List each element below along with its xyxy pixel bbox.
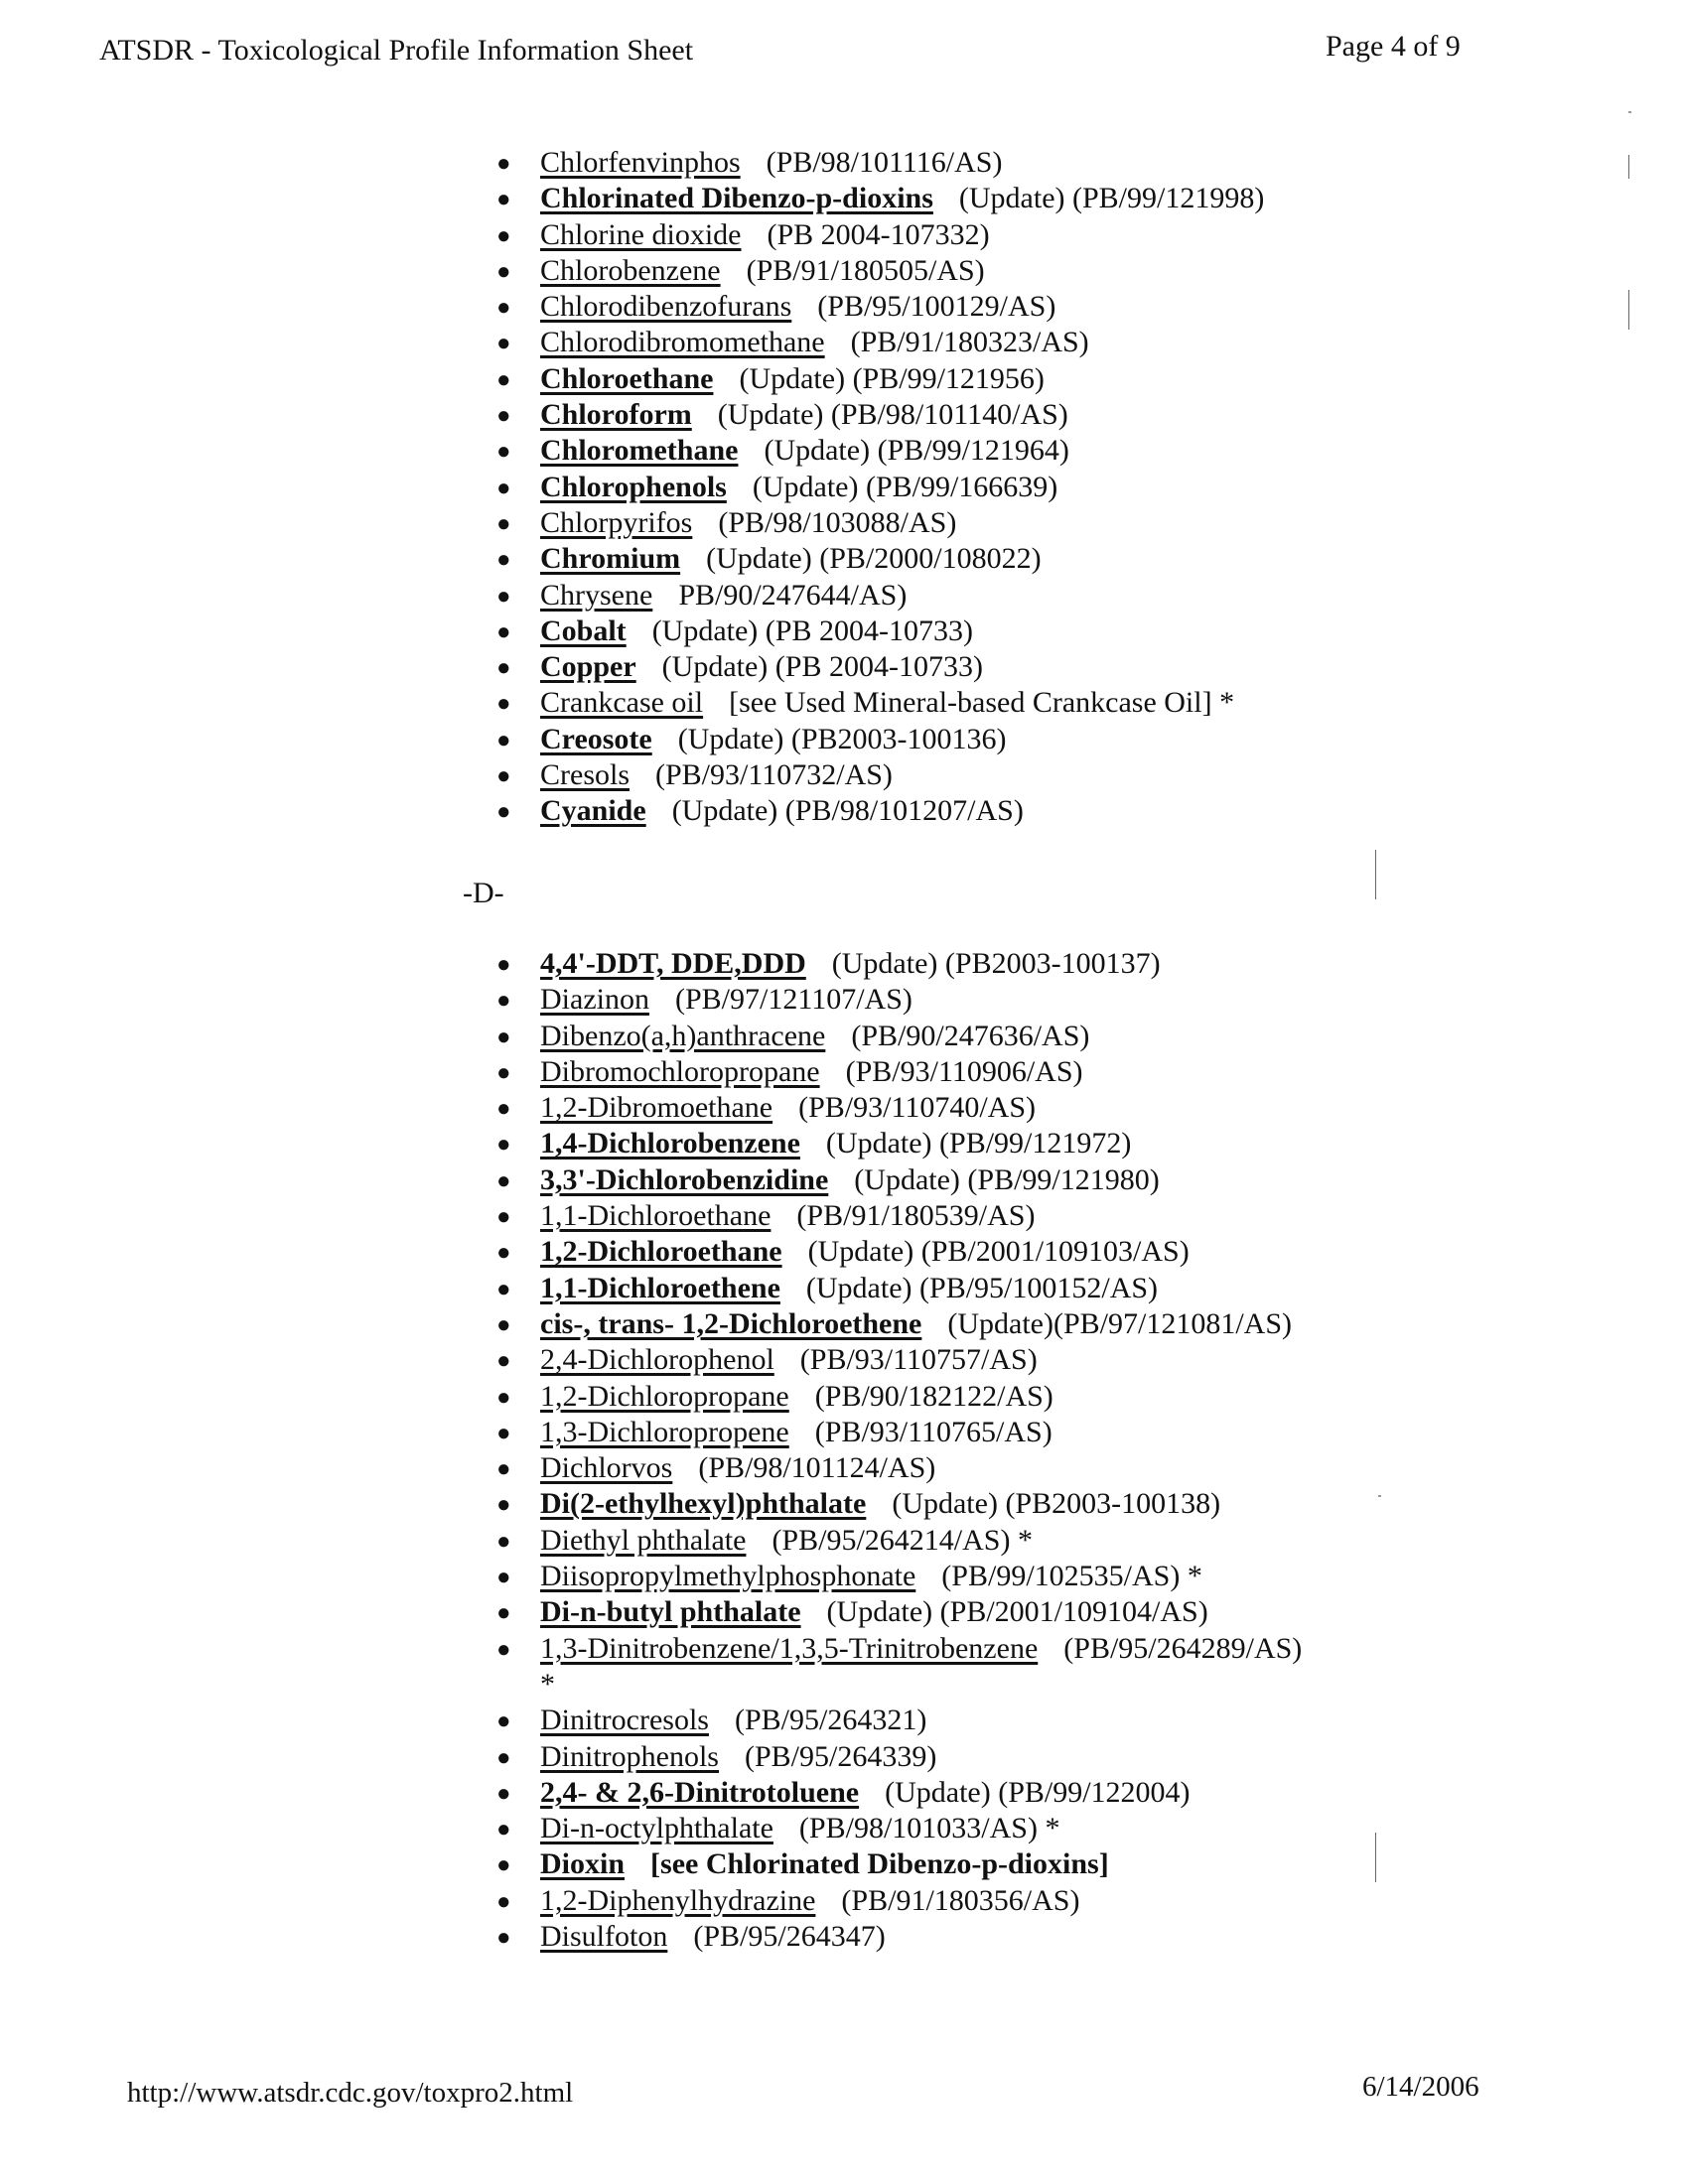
substance-link[interactable]: Chlorfenvinphos: [540, 146, 741, 179]
bullet-icon: ●: [496, 1925, 511, 1952]
bullet-icon: ●: [496, 258, 511, 285]
substance-link[interactable]: Diethyl phthalate: [540, 1523, 747, 1557]
list-item: [496, 361, 1264, 397]
substance-link[interactable]: 3,3'-Dichlorobenzidine: [540, 1162, 829, 1196]
substance-link[interactable]: Copper: [540, 650, 636, 684]
report-number: (PB/97/121107/AS): [674, 983, 912, 1017]
bullet-icon: ●: [496, 799, 511, 826]
substance-link[interactable]: 2,4-Dichlorophenol: [540, 1343, 774, 1377]
report-number: (PB/98/103088/AS): [718, 505, 957, 539]
report-number: (PB/93/110732/AS): [655, 758, 893, 792]
list-item: [496, 1019, 1302, 1054]
list-item: [496, 1054, 1302, 1090]
list-item: [496, 1594, 1302, 1630]
substance-link[interactable]: Dibenzo(a,h)anthracene: [540, 1019, 826, 1052]
list-item: [496, 1919, 1302, 1955]
bullet-icon: ●: [496, 691, 511, 718]
list-item: [496, 1126, 1302, 1161]
bullet-icon: ●: [496, 222, 511, 249]
report-number: (PB/95/264289/AS): [1063, 1631, 1303, 1665]
bullet-icon: ●: [496, 655, 511, 682]
list-item: [496, 1631, 1302, 1667]
section-heading-d: -D-: [463, 877, 504, 909]
bullet-icon: ●: [496, 1204, 511, 1231]
report-number: (Update) (PB/99/121964): [764, 434, 1069, 468]
bullet-icon: ●: [496, 475, 511, 501]
scan-artifact: [1375, 850, 1376, 899]
bullet-icon: ●: [496, 1240, 511, 1267]
list-item: [496, 1703, 1302, 1738]
list-item: [496, 1775, 1302, 1811]
substance-list-c: [496, 145, 1264, 830]
report-number: (Update) (PB/99/121956): [739, 361, 1045, 395]
list-item: [496, 253, 1264, 289]
bullet-icon: ●: [496, 1565, 511, 1591]
bullet-icon: ●: [496, 1492, 511, 1519]
bullet-icon: ●: [496, 1096, 511, 1123]
scan-artifact: [1628, 111, 1631, 113]
page-title: ATSDR - Toxicological Profile Information Sheet: [99, 34, 694, 67]
bullet-icon: ●: [496, 366, 511, 393]
list-item: [496, 649, 1264, 685]
substance-link[interactable]: cis-, trans- 1,2-Dichloroethene: [540, 1306, 922, 1340]
list-item: [496, 1559, 1302, 1594]
substance-link[interactable]: Diazinon: [540, 983, 649, 1017]
list-item: [496, 1198, 1302, 1234]
report-number: (Update) (PB/98/101207/AS): [671, 794, 1024, 828]
report-number: (PB/95/264214/AS) *: [772, 1523, 1033, 1557]
report-number: (Update) (PB2003-100136): [677, 722, 1007, 755]
scan-artifact: [1628, 290, 1629, 330]
list-item: [496, 181, 1264, 216]
scan-artifact: [1628, 155, 1629, 179]
report-number: (Update) (PB2003-100137): [831, 947, 1161, 980]
substance-link[interactable]: 1,2-Dichloropropane: [540, 1379, 789, 1413]
substance-link[interactable]: Di-n-octylphthalate: [540, 1812, 773, 1845]
report-number: (Update) (PB/99/121998): [958, 182, 1265, 215]
bullet-icon: ●: [496, 1636, 511, 1663]
list-item: [496, 145, 1264, 181]
list-item: [496, 578, 1264, 614]
list-item: [496, 397, 1264, 433]
report-number: (PB/93/110906/AS): [845, 1054, 1083, 1088]
substance-link[interactable]: Dichlorvos: [540, 1451, 673, 1485]
bullet-icon: ●: [496, 1420, 511, 1446]
report-number: (Update) (PB/95/100152/AS): [805, 1271, 1159, 1304]
bullet-icon: ●: [496, 1817, 511, 1843]
list-item: [496, 614, 1264, 649]
substance-link[interactable]: Chromium: [540, 542, 681, 576]
substance-link[interactable]: Di-n-butyl phthalate: [540, 1595, 801, 1629]
report-number: (PB/90/247636/AS): [851, 1019, 1090, 1052]
list-item: [496, 289, 1264, 325]
list-item: [496, 982, 1302, 1018]
substance-link[interactable]: Chrysene: [540, 578, 653, 612]
bullet-icon: ●: [496, 583, 511, 610]
report-number: [see Used Mineral-based Crankcase Oil] *: [729, 686, 1235, 720]
report-number: (Update) (PB 2004-10733): [651, 614, 973, 647]
report-number: PB/90/247644/AS): [678, 578, 908, 612]
bullet-icon: ●: [496, 439, 511, 466]
report-number: (PB/98/101124/AS): [698, 1451, 936, 1485]
substance-link[interactable]: Chlorodibenzofurans: [540, 290, 792, 324]
list-item: [496, 325, 1264, 360]
substance-link[interactable]: 1,1-Dichloroethene: [540, 1271, 780, 1304]
list-item: [496, 1846, 1302, 1882]
list-item: [496, 946, 1302, 982]
report-number: (PB 2004-107332): [767, 217, 990, 251]
substance-link[interactable]: Crankcase oil: [540, 686, 704, 720]
list-item: [496, 793, 1264, 829]
list-item: [496, 541, 1264, 577]
scan-artifact: [1375, 1833, 1376, 1882]
bullet-icon: ●: [496, 1744, 511, 1771]
substance-link[interactable]: Cobalt: [540, 614, 627, 647]
bullet-icon: ●: [496, 727, 511, 753]
report-number: (PB/95/264347): [693, 1920, 886, 1954]
list-item: [496, 1883, 1302, 1919]
bullet-icon: ●: [496, 403, 511, 430]
list-item: [496, 1342, 1302, 1378]
bullet-icon: ●: [496, 1311, 511, 1338]
list-item: [496, 1486, 1302, 1522]
bullet-icon: ●: [496, 151, 511, 177]
list-item: [496, 1090, 1302, 1126]
substance-link[interactable]: Chloroethane: [540, 361, 714, 395]
substance-link[interactable]: Dioxin: [540, 1847, 626, 1881]
bullet-icon: ●: [496, 295, 511, 322]
bullet-icon: ●: [496, 1024, 511, 1050]
report-number: (Update) (PB/99/121972): [825, 1127, 1132, 1160]
bullet-icon: ●: [496, 331, 511, 357]
bullet-icon: ●: [496, 510, 511, 537]
bullet-icon: ●: [496, 1167, 511, 1194]
list-item: [496, 685, 1264, 721]
substance-link[interactable]: Diisopropylmethylphosphonate: [540, 1560, 916, 1593]
list-item: [496, 1271, 1302, 1306]
bullet-icon: ●: [496, 1780, 511, 1807]
bullet-icon: ●: [496, 1852, 511, 1879]
substance-link[interactable]: Chloromethane: [540, 434, 739, 468]
report-number: (PB/98/101033/AS) *: [798, 1812, 1060, 1845]
substance-link[interactable]: Dinitrophenols: [540, 1739, 719, 1773]
bullet-icon: ●: [496, 1528, 511, 1555]
report-number: (Update) (PB/99/166639): [752, 470, 1058, 503]
report-number: (PB/95/264321): [734, 1704, 927, 1737]
substance-link[interactable]: Dinitrocresols: [540, 1704, 709, 1737]
bullet-icon: ●: [496, 547, 511, 574]
report-number: (PB/90/182122/AS): [814, 1379, 1053, 1413]
report-number: (PB/91/180505/AS): [746, 253, 985, 287]
bullet-icon: ●: [496, 1384, 511, 1411]
list-item: [496, 433, 1264, 469]
report-number: (Update) (PB2003-100138): [892, 1487, 1221, 1521]
report-number: (Update) (PB/98/101140/AS): [717, 398, 1068, 432]
scan-artifact: [1378, 1495, 1381, 1497]
substance-link[interactable]: 1,3-Dichloropropene: [540, 1415, 789, 1448]
substance-link[interactable]: Cresols: [540, 758, 630, 792]
report-number: (PB/93/110740/AS): [798, 1091, 1037, 1125]
list-item: [496, 1811, 1302, 1846]
page-number: Page 4 of 9: [1326, 30, 1461, 63]
list-item: [496, 1415, 1302, 1450]
report-number: (PB/93/110765/AS): [814, 1415, 1052, 1448]
substance-link[interactable]: 1,4-Dichlorobenzene: [540, 1127, 800, 1160]
list-item: [496, 470, 1264, 505]
report-number: (PB/95/264339): [745, 1739, 937, 1773]
report-number: (PB/98/101116/AS): [766, 146, 1003, 179]
list-item: [496, 1450, 1302, 1486]
bullet-icon: ●: [496, 1132, 511, 1159]
list-item: [496, 505, 1264, 541]
bullet-icon: ●: [496, 187, 511, 213]
report-number: (Update)(PB/97/121081/AS): [947, 1306, 1293, 1340]
report-number: (Update) (PB/99/122004): [885, 1775, 1191, 1809]
list-item: [496, 1379, 1302, 1415]
substance-link[interactable]: Chlorobenzene: [540, 253, 721, 287]
report-number: (PB/99/102535/AS) *: [941, 1560, 1202, 1593]
bullet-icon: ●: [496, 618, 511, 645]
bullet-icon: ●: [496, 1888, 511, 1915]
list-item: [496, 1739, 1302, 1775]
bullet-icon: ●: [496, 952, 511, 978]
substance-link[interactable]: Chlorinated Dibenzo-p-dioxins: [540, 182, 933, 215]
report-number: (PB/91/180356/AS): [841, 1883, 1080, 1917]
bullet-icon: ●: [496, 988, 511, 1015]
substance-link[interactable]: Chlorpyrifos: [540, 505, 693, 539]
bullet-icon: ●: [496, 1708, 511, 1735]
bullet-icon: ●: [496, 1348, 511, 1375]
substance-link[interactable]: Creosote: [540, 722, 652, 755]
substance-link[interactable]: Dibromochloropropane: [540, 1054, 820, 1088]
list-item: [496, 1306, 1302, 1342]
report-number: (Update) (PB/2001/109104/AS): [826, 1595, 1208, 1629]
substance-link[interactable]: Di(2-ethylhexyl)phthalate: [540, 1487, 867, 1521]
footer-date: 6/14/2006: [1362, 2071, 1479, 2103]
substance-link[interactable]: Disulfoton: [540, 1920, 668, 1954]
substance-link[interactable]: Chloroform: [540, 398, 692, 432]
report-number: (Update) (PB/2000/108022): [706, 542, 1042, 576]
list-item: [496, 217, 1264, 253]
report-number: (Update) (PB/2001/109103/AS): [807, 1235, 1190, 1269]
list-item: [496, 1234, 1302, 1270]
substance-link[interactable]: 4,4'-DDT, DDE,DDD: [540, 947, 806, 980]
report-number: (PB/93/110757/AS): [799, 1343, 1038, 1377]
list-item: [496, 1523, 1302, 1559]
bullet-icon: ●: [496, 1600, 511, 1627]
substance-link[interactable]: Chlorine dioxide: [540, 217, 742, 251]
bullet-icon: ●: [496, 1456, 511, 1483]
footer-url: http://www.atsdr.cdc.gov/toxpro2.html: [127, 2077, 574, 2109]
substance-link[interactable]: 1,2-Diphenylhydrazine: [540, 1883, 816, 1917]
list-item: [496, 722, 1264, 757]
substance-link[interactable]: 1,1-Dichloroethane: [540, 1199, 772, 1233]
report-number: [see Chlorinated Dibenzo-p-dioxins]: [650, 1847, 1109, 1881]
substance-list-d: [496, 946, 1302, 1955]
bullet-icon: ●: [496, 1276, 511, 1302]
list-item-continuation: *: [540, 1667, 555, 1701]
list-item: [496, 757, 1264, 793]
substance-link[interactable]: Cyanide: [540, 794, 646, 828]
list-item: [496, 1162, 1302, 1198]
report-number: (PB/91/180323/AS): [850, 326, 1089, 359]
substance-link[interactable]: 1,2-Dichloroethane: [540, 1235, 782, 1269]
report-number: (PB/91/180539/AS): [796, 1199, 1036, 1233]
report-number: (Update) (PB 2004-10733): [661, 650, 983, 684]
substance-link[interactable]: 1,2-Dibromoethane: [540, 1091, 773, 1125]
substance-link[interactable]: 1,3-Dinitrobenzene/1,3,5-Trinitrobenzene: [540, 1631, 1039, 1665]
substance-link[interactable]: Chlorodibromomethane: [540, 326, 825, 359]
substance-link[interactable]: Chlorophenols: [540, 470, 727, 503]
substance-link[interactable]: 2,4- & 2,6-Dinitrotoluene: [540, 1775, 860, 1809]
report-number: (Update) (PB/99/121980): [854, 1162, 1160, 1196]
bullet-icon: ●: [496, 763, 511, 790]
report-number: (PB/95/100129/AS): [817, 290, 1056, 324]
bullet-icon: ●: [496, 1059, 511, 1086]
